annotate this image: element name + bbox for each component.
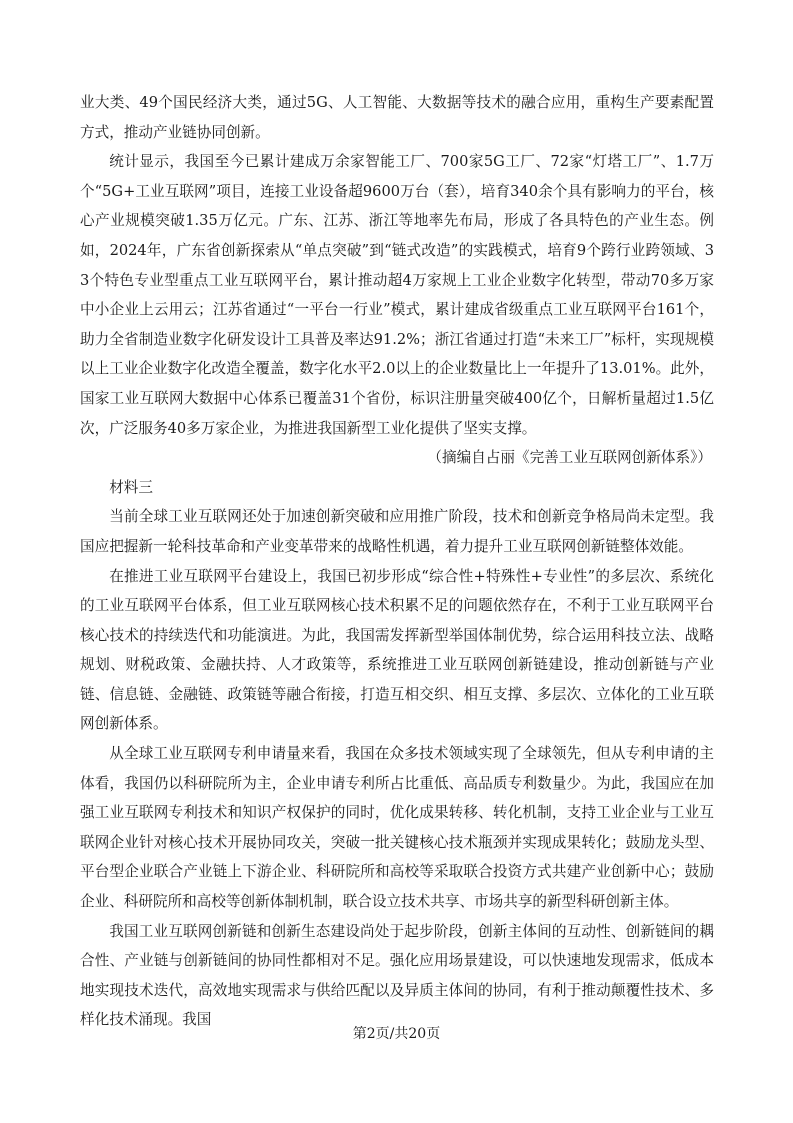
paragraph-global-context: 当前全球工业互联网还处于加速创新突破和应用推广阶段，技术和创新竞争格局尚未定型。我国应把握新一轮科技革命和产业变革带来的战略性机遇，着力提升工业互联网创新链整体效能。 bbox=[80, 508, 714, 555]
section-heading-material-three: 材料三 bbox=[109, 478, 153, 496]
page-number-footer: 第2页/共20页 bbox=[352, 1026, 441, 1042]
paragraph-patents: 从全球工业互联网专利申请量来看，我国在众多技术领域实现了全球领先，但从专利申请的主体看，我国仍以科研院所为主，企业申请专利所占比重低、高品质专利数量少。为此，我国应在加强工业互联网专利技术和知识产权保护的同时，优化成果转移、转化机制，支持工业企业与工业互联网企业针对核心技术开展协同攻关，突破一批关键核心技术瓶颈并实现成果转化；鼓励龙头型、平台型企业联合产业链上下游企业、科研院所和高校等采取联合投资方式共建产业创新中心；鼓励企业、科研院所和高校等创新体制机制，联合设立技术共享、市场共享的新型科研创新主体。 bbox=[80, 745, 714, 911]
paragraph-statistics: 统计显示，我国至今已累计建成万余家智能工厂、700家5G工厂、72家“灯塔工厂”、1.7万个“5G+工业互联网”项目，连接工业设备超9600万台（套），培育340余个具有影响力的平台，核心产业规模突破1.35万亿元。广东、江苏、浙江等地率先布局，形成了各具特色的产业生态。例如，2024年，广东省创新探索从“单点突破”到“链式改造”的实践模式，培育9个跨行业跨领域、33个特色专业型重点工业互联网平台，累计推动超4万家规上工业企业数字化转型，带动70多万家中小企业上云用云；江苏省通过“一平台一行业”模式，累计建成省级重点工业互联网平台161个，助力全省制造业数字化研发设计工具普及率达91.2%；浙江省通过打造“未来工厂”标杆，实现规模以上工业企业数字化改造全覆盖，数字化水平2.0以上的企业数量比上一年提升了13.01%。此外，国家工业互联网大数据中心体系已覆盖31个省份，标识注册量突破400亿个，日解析量超过1.5亿次，广泛服务40多万家企业，为推进我国新型工业化提供了坚实支撑。 bbox=[80, 153, 714, 437]
paragraph-innovation-ecosystem: 我国工业互联网创新链和创新生态建设尚处于起步阶段，创新主体间的互动性、创新链间的耦合性、产业链与创新链间的协同性都相对不足。强化应用场景建设，可以快速地发现需求，低成本地实现技术迭代，高效地实现需求与供给匹配以及异质主体间的协同，有利于推动颠覆性技术、多样化技术涌现。我国 bbox=[80, 922, 714, 1029]
paragraph-platform-building: 在推进工业互联网平台建设上，我国已初步形成“综合性+特殊性+专业性”的多层次、系统化的工业互联网平台体系，但工业互联网核心技术积累不足的问题依然存在，不利于工业互联网平台核心技术的持续迭代和功能演进。为此，我国需发挥新型举国体制优势，综合运用科技立法、战略规划、财税政策、金融扶持、人才政策等，系统推进工业互联网创新链建设，推动创新链与产业链、信息链、金融链、政策链等融合衔接，打造互相交织、相互支撑、多层次、立体化的工业互联网创新体系。 bbox=[80, 567, 714, 733]
source-citation: （摘编自占丽《完善工业互联网创新体系》） bbox=[427, 449, 712, 467]
document-body bbox=[80, 88, 714, 1035]
paragraph-continuation: 业大类、49个国民经济大类，通过5G、人工智能、大数据等技术的融合应用，重构生产要素配置方式，推动产业链协同创新。 bbox=[80, 94, 714, 141]
